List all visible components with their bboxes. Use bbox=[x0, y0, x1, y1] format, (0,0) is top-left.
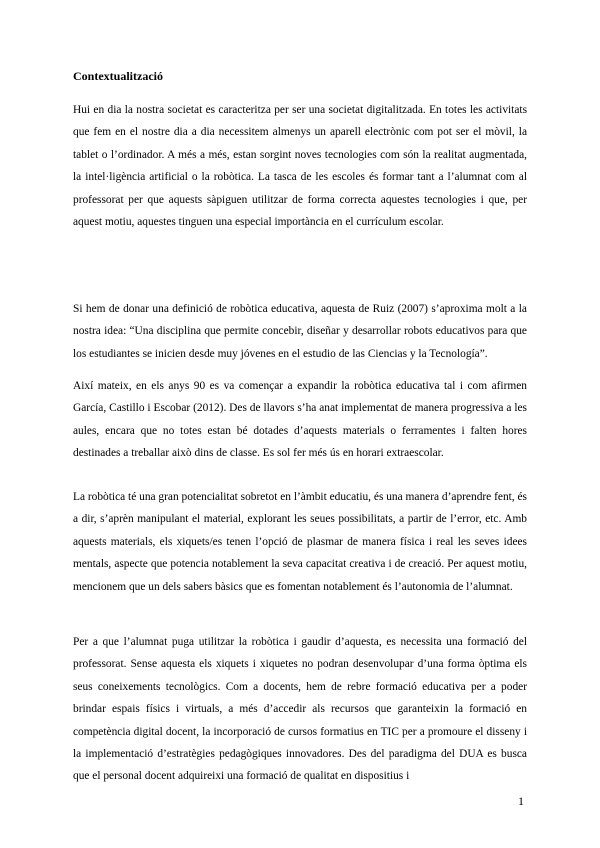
page-number: 1 bbox=[518, 794, 524, 808]
section-heading: Contextualització bbox=[73, 69, 163, 83]
paragraph-robotics-potential: La robòtica té una gran potencialitat sobretot en l’àmbit educatiu, és una manera d’aprendre fent, és a dir, s’aprèn manipulant el material, explorant les seues possibilitats, a partir de l’error, etc. Amb aquests materials, els xiquets/es tenen l’opció de plasmar de manera física i real les seves idees mentals, aspecte que potencia notablement la seva capacitat creativa i de creació. Per aquest motiu, mencionem que un dels sabers bàsics que es fomentan notablement és l’autonomia de l’alumnat. bbox=[73, 491, 527, 593]
paragraph-digital-society: Hui en dia la nostra societat es caracteritza per ser una societat digitalitzada. En totes les activitats que fem en el nostre dia a dia necessitem almenys un aparell electrònic com pot ser el mòvil, la tablet o l’ordinador. A més a més, estan sorgint noves tecnologies com són la realitat augmentada, la intel·ligència artificial o la robòtica. La tasca de les escoles és formar tant a l’alumnat com al professorat per que aquests sàpiguen utilitzar de forma correcta aquestes tecnologies i que, per aquest motiu, aquestes tinguen una especial importància en el currículum escolar. bbox=[73, 104, 527, 229]
paragraph-teacher-training: Per a que l’alumnat puga utilitzar la robòtica i gaudir d’aquesta, es necessita una formació del professorat. Sense aquesta els xiquets i xiquetes no podran desenvolupar d’una forma òptima els seus coneixements tecnològics. Com a docents, hem de rebre formació educativa per a poder brindar espais físics i virtuals, a més d’accedir als recursos que garanteixin la formació en competència digital docent, la incorporació de cursos formatius en TIC per a promoure el disseny i la implementació d’estratègies pedagògiques innovadores. Des del paradigma del DUA es busca que el personal docent adquireixi una formació de qualitat en dispositius i bbox=[73, 636, 527, 783]
paragraph-robotics-history: Així mateix, en els anys 90 es va començar a expandir la robòtica educativa tal i com afirmen García, Castillo i Escobar (2012). Des de llavors s’ha anat implementat de manera progressiva a les aules, encara que no totes estan bé dotades d’aquests materials o ferramentes i falten hores destinades a treballar això dins de classe. Es sol fer més ús en horari extraescolar. bbox=[73, 380, 527, 460]
paragraph-robotics-definition: Si hem de donar una definició de robòtica educativa, aquesta de Ruiz (2007) s’aproxima molt a la nostra idea: “Una disciplina que permite concebir, diseñar y desarrollar robots educativos para que los estudiantes se inicien desde muy jóvenes en el estudio de las Ciencias y la Tecnología”. bbox=[73, 303, 527, 360]
